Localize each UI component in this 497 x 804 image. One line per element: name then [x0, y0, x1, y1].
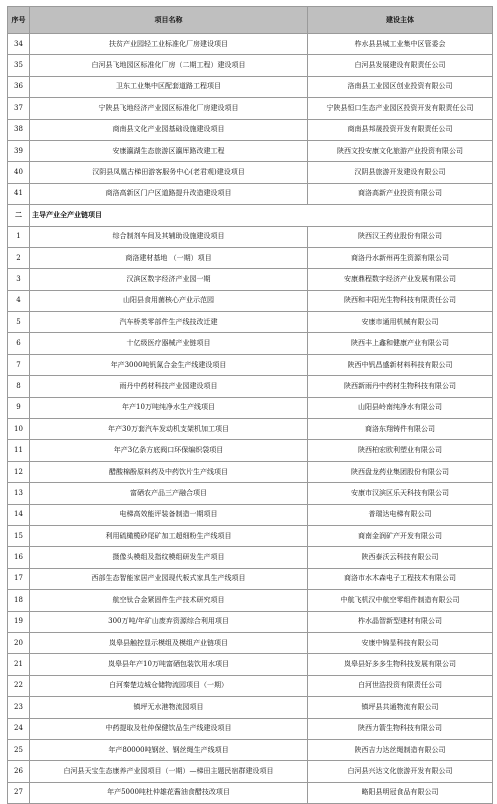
cell-project-name: 摄像头模组及指纹模组研发生产项目	[30, 547, 308, 568]
cell-project-name: 商洛建材基地 （一期）项目	[30, 247, 308, 268]
table-row	[8, 718, 493, 739]
cell-no: 8	[8, 376, 30, 397]
table-row	[8, 140, 493, 161]
cell-project-name: 扶贫产业园轻工业标准化厂房建设项目	[30, 34, 308, 55]
table-row	[8, 654, 493, 675]
cell-owner: 陕西丰上鑫和健康产业有限公司	[308, 333, 493, 354]
cell-no: 9	[8, 397, 30, 418]
cell-project-name: 宁陕县飞地经济产业园区标准化厂房建设项目	[30, 98, 308, 119]
cell-owner: 商南金润矿产开发有限公司	[308, 525, 493, 546]
table-row	[8, 697, 493, 718]
cell-owner: 陕西力箭生物科技有限公司	[308, 718, 493, 739]
table-row	[8, 397, 493, 418]
cell-no: 25	[8, 739, 30, 760]
cell-project-name: 年产5000吨杜仲雄花酱油食醋技改项目	[30, 782, 308, 803]
section-row	[8, 205, 493, 226]
cell-owner: 陕西中钒昌盛新材料科技有限公司	[308, 354, 493, 375]
table-row	[8, 98, 493, 119]
cell-project-name: 富硒农产品三产融合项目	[30, 483, 308, 504]
cell-no: 17	[8, 568, 30, 589]
cell-no: 23	[8, 697, 30, 718]
table-row	[8, 247, 493, 268]
cell-project-name: 镇坪无水港物流园项目	[30, 697, 308, 718]
section-number: 二	[8, 205, 30, 226]
cell-no: 21	[8, 654, 30, 675]
cell-project-name: 汉阴县凤凰古梯田游客服务中心(老君观)建设项目	[30, 162, 308, 183]
cell-no: 13	[8, 483, 30, 504]
cell-owner: 安康鼎程数字经济产业发展有限公司	[308, 269, 493, 290]
cell-owner: 安康市汉滨区乐天科技有限公司	[308, 483, 493, 504]
cell-no: 6	[8, 333, 30, 354]
table-row	[8, 183, 493, 204]
table-row	[8, 675, 493, 696]
cell-project-name: 300万吨/年矿山废弃资源综合利用项目	[30, 611, 308, 632]
cell-no: 41	[8, 183, 30, 204]
cell-owner: 陕西文投安康文化旅游产业投资有限公司	[308, 140, 493, 161]
header-owner: 建设主体	[308, 7, 493, 34]
cell-project-name: 白河秦楚边城仓储物流园项目（一期）	[30, 675, 308, 696]
cell-project-name: 年产80000吨钢丝、钢丝绳生产线项目	[30, 739, 308, 760]
cell-owner: 陕西汉王药业股份有限公司	[308, 226, 493, 247]
cell-project-name: 商洛高新区门户区道路提升改造建设项目	[30, 183, 308, 204]
cell-no: 10	[8, 419, 30, 440]
cell-no: 37	[8, 98, 30, 119]
cell-no: 1	[8, 226, 30, 247]
cell-project-name: 安康瀛湖生态旅游区瀛厍路改建工程	[30, 140, 308, 161]
table-row	[8, 34, 493, 55]
cell-no: 19	[8, 611, 30, 632]
cell-no: 24	[8, 718, 30, 739]
table-row	[8, 739, 493, 760]
cell-no: 40	[8, 162, 30, 183]
cell-project-name: 山阳县食用菌核心产业示范园	[30, 290, 308, 311]
cell-owner: 略阳县明冠食品有限公司	[308, 782, 493, 803]
cell-project-name: 雨丹中药材科技产业园建设项目	[30, 376, 308, 397]
section-title: 主导产业全产业链项目	[30, 205, 493, 226]
cell-project-name: 西部生态智能家居产业园现代板式家具生产线项目	[30, 568, 308, 589]
cell-owner: 柞水晶智新型建材有限公司	[308, 611, 493, 632]
table-row	[8, 76, 493, 97]
cell-no: 2	[8, 247, 30, 268]
cell-owner: 商洛东翔铸件有限公司	[308, 419, 493, 440]
cell-no: 34	[8, 34, 30, 55]
table-row	[8, 269, 493, 290]
table-row	[8, 568, 493, 589]
table-row	[8, 611, 493, 632]
cell-owner: 商南县邦晟投资开发有限责任公司	[308, 119, 493, 140]
cell-owner: 陕西吉力达丝绳制造有限公司	[308, 739, 493, 760]
cell-no: 12	[8, 461, 30, 482]
cell-project-name: 年产30万套汽车发动机支架机加工项目	[30, 419, 308, 440]
cell-owner: 白河县发展建设有限责任公司	[308, 55, 493, 76]
cell-no: 27	[8, 782, 30, 803]
cell-owner: 陕西新雨丹中药材生物科技有限公司	[308, 376, 493, 397]
table-row	[8, 632, 493, 653]
table-row	[8, 226, 493, 247]
table-header-row	[8, 7, 493, 34]
table-row	[8, 354, 493, 375]
cell-project-name: 岚皋县触控显示模组及模组产业链项目	[30, 632, 308, 653]
cell-project-name: 十亿级医疗器械产业链项目	[30, 333, 308, 354]
table-row	[8, 782, 493, 803]
cell-no: 14	[8, 504, 30, 525]
table-row	[8, 761, 493, 782]
table-row	[8, 376, 493, 397]
cell-no: 16	[8, 547, 30, 568]
cell-owner: 山阳县岭南纯净水有限公司	[308, 397, 493, 418]
header-no: 序号	[8, 7, 30, 34]
cell-owner: 陕西盘龙药业集团股份有限公司	[308, 461, 493, 482]
cell-project-name: 年产10万吨纯净水生产线项目	[30, 397, 308, 418]
cell-owner: 镇坪县共通物流有限公司	[308, 697, 493, 718]
table-row	[8, 290, 493, 311]
cell-no: 20	[8, 632, 30, 653]
cell-owner: 柞水县县城工业集中区管委会	[308, 34, 493, 55]
table-row	[8, 461, 493, 482]
table-row	[8, 312, 493, 333]
cell-owner: 商洛高新产业投资有限公司	[308, 183, 493, 204]
cell-owner: 安康中锦显科技有限公司	[308, 632, 493, 653]
cell-no: 4	[8, 290, 30, 311]
cell-project-name: 白河县飞地园区标准化厂房（二期工程）建设项目	[30, 55, 308, 76]
cell-project-name: 中药提取及杜仲保健饮品生产线建设项目	[30, 718, 308, 739]
cell-owner: 岚皋县好多多生物科技发展有限公司	[308, 654, 493, 675]
table-row	[8, 419, 493, 440]
cell-project-name: 年产3000吨钒氮合金生产线建设项目	[30, 354, 308, 375]
cell-no: 18	[8, 590, 30, 611]
cell-owner: 白河县兴达文化旅游开发有限公司	[308, 761, 493, 782]
cell-project-name: 综合制剂车间及其辅助设施建设项目	[30, 226, 308, 247]
table-row	[8, 483, 493, 504]
cell-owner: 陕西柏宏欧利塑业有限公司	[308, 440, 493, 461]
cell-project-name: 卫东工业集中区配套道路工程项目	[30, 76, 308, 97]
cell-no: 35	[8, 55, 30, 76]
table-row	[8, 590, 493, 611]
cell-owner: 白河世浩投资有限责任公司	[308, 675, 493, 696]
cell-no: 5	[8, 312, 30, 333]
cell-project-name: 醋酸棉酚原料药及中药饮片生产线项目	[30, 461, 308, 482]
table-row	[8, 162, 493, 183]
cell-project-name: 商南县文化产业园基础设施建设项目	[30, 119, 308, 140]
cell-no: 3	[8, 269, 30, 290]
cell-no: 11	[8, 440, 30, 461]
cell-owner: 汉阴县旅游开发建设有限公司	[308, 162, 493, 183]
cell-project-name: 电梯高效能评装备制造一期项目	[30, 504, 308, 525]
cell-project-name: 年产3亿条方底阀口环保编织袋项目	[30, 440, 308, 461]
table-row	[8, 547, 493, 568]
table-row	[8, 333, 493, 354]
cell-project-name: 航空钛合金紧固件生产技术研究项目	[30, 590, 308, 611]
table-row	[8, 525, 493, 546]
cell-project-name: 白河县天宝生态康养产业园项目（一期）—梯田主题民宿群建设项目	[30, 761, 308, 782]
cell-no: 22	[8, 675, 30, 696]
project-table	[7, 6, 493, 804]
table-body	[8, 34, 493, 804]
header-name: 项目名称	[30, 7, 308, 34]
cell-owner: 宁陕县恒口生态产业园区投资开发有限责任公司	[308, 98, 493, 119]
cell-no: 15	[8, 525, 30, 546]
cell-no: 26	[8, 761, 30, 782]
table-row	[8, 55, 493, 76]
cell-owner: 商洛市水木森电子工程技术有限公司	[308, 568, 493, 589]
cell-project-name: 汽车桥类零部件生产线技改迁建	[30, 312, 308, 333]
cell-project-name: 岚皋县年产10万吨富硒包装饮用水项目	[30, 654, 308, 675]
cell-no: 36	[8, 76, 30, 97]
table-row	[8, 440, 493, 461]
cell-owner: 中航飞机汉中航空零组件制造有限公司	[308, 590, 493, 611]
table-row	[8, 504, 493, 525]
cell-no: 38	[8, 119, 30, 140]
cell-project-name: 汉滨区数字经济产业园一期	[30, 269, 308, 290]
cell-no: 39	[8, 140, 30, 161]
cell-no: 7	[8, 354, 30, 375]
cell-owner: 安康市通用机械有限公司	[308, 312, 493, 333]
table-row	[8, 119, 493, 140]
cell-project-name: 利用硫橄榄砂尾矿加工超细粉生产线项目	[30, 525, 308, 546]
cell-owner: 洛南县工业园区创业投资有限公司	[308, 76, 493, 97]
cell-owner: 普瑞达电梯有限公司	[308, 504, 493, 525]
cell-owner: 商洛丹水新州再生资源有限公司	[308, 247, 493, 268]
cell-owner: 陕西和丰阳光生物科技有限责任公司	[308, 290, 493, 311]
cell-owner: 陕西泰沃云科技有限公司	[308, 547, 493, 568]
